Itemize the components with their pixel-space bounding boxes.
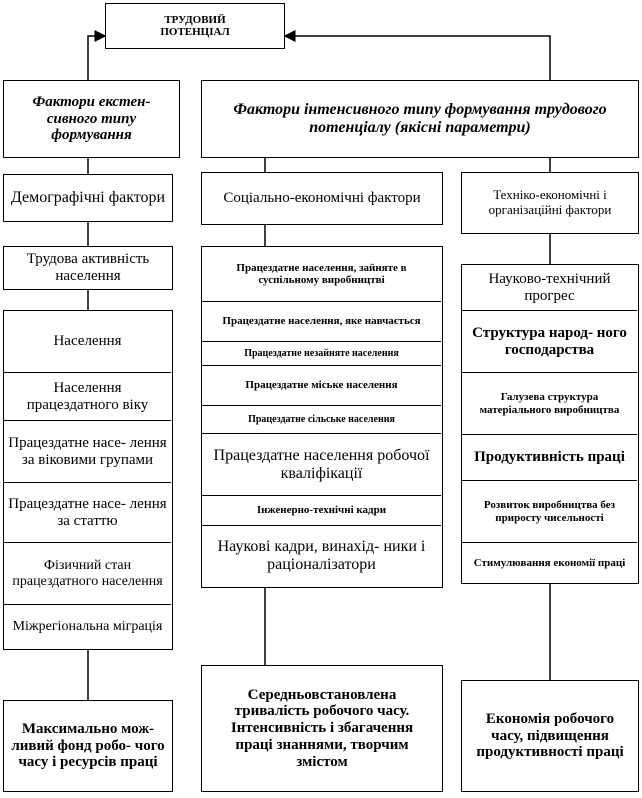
middle-result — [201, 665, 443, 792]
left-title — [3, 174, 173, 222]
top-title: ТРУДОВИЙ ПОТЕНЦІАЛ — [160, 13, 230, 38]
middle-item-label: Працездатне населення, яке навчається — [222, 315, 421, 328]
middle-item-label: Працездатне незайняте населення — [244, 347, 399, 359]
left-result-label: Максимально мож- ливий фонд робо- чого часу і ресурсів праці — [11, 720, 165, 771]
right-item-label: Продуктивність праці — [474, 449, 625, 466]
right-result-label: Економія робочого часу, підвищення продуктивності праці — [476, 710, 624, 761]
left-item-label: Населення — [53, 333, 122, 350]
middle-item-label: Працездатне міське населення — [245, 379, 398, 392]
middle-title-label: Соціально-економічні фактори — [223, 190, 421, 207]
right-items-stack — [461, 264, 639, 584]
left-item — [4, 543, 171, 605]
left-item-label: Працездатне насе- лення за статтю — [8, 495, 167, 529]
middle-item-label: Наукові кадри, винахід- ники і раціоналізатори — [217, 538, 426, 573]
right-item-label: Науково-технічний прогрес — [488, 270, 611, 304]
right-item — [462, 543, 637, 583]
left-item — [4, 605, 171, 649]
middle-item — [202, 247, 441, 302]
right-item-label: Розвиток виробництва без приросту чисельності — [483, 499, 616, 524]
arrow-extensive-to-top — [88, 36, 105, 80]
middle-item — [202, 434, 441, 496]
middle-item — [202, 496, 441, 526]
left-item — [4, 483, 171, 543]
arrow-intensive-to-top — [285, 36, 550, 80]
left-title-label: Демографічні фактори — [10, 189, 166, 207]
middle-item-label: Працездатне населення, зайняте в суспільному виробництві — [236, 261, 407, 286]
left-item-label: Фізичний стан працездатного населення — [12, 557, 163, 589]
right-result — [461, 680, 639, 792]
right-item — [462, 311, 637, 373]
header-intensive-label: Фактори інтенсивного типу формування трудового потенціалу (якісні параметри) — [233, 101, 607, 136]
left-activity — [3, 246, 173, 290]
header-extensive — [3, 80, 180, 158]
left-items-stack — [3, 310, 173, 650]
left-item-label: Міжрегіональна міграція — [12, 619, 163, 635]
left-item-label: Населення працездатного віку — [26, 379, 149, 413]
right-item — [462, 373, 637, 435]
header-extensive-label: Фактори екстен- сивного типу формування — [32, 93, 151, 144]
right-item-label: Галузева структура матеріального виробництва — [479, 391, 620, 416]
middle-items-stack — [201, 246, 443, 588]
middle-item — [202, 342, 441, 366]
right-item-label: Стимулювання економії праці — [473, 556, 626, 569]
middle-item-label: Працездатне населення робочої кваліфікації — [213, 446, 430, 482]
right-title-label: Техніко-економічні і організаційні фактори — [488, 187, 612, 217]
left-item — [4, 311, 171, 373]
left-item-label: Працездатне насе- лення за віковими групами — [8, 434, 167, 468]
right-item-label: Структура народ- ного господарства — [472, 324, 627, 358]
middle-item — [202, 526, 441, 586]
left-result — [3, 700, 173, 792]
middle-result-label: Середньовстановлена тривалість робочого часу. Інтенсивність і збагачення праці знаннями, творчим змістом — [230, 686, 414, 770]
left-item — [4, 421, 171, 483]
middle-item — [202, 366, 441, 406]
right-item — [462, 265, 637, 311]
header-intensive — [201, 80, 639, 158]
middle-item — [202, 302, 441, 342]
middle-item-label: Працездатне сільське населення — [248, 413, 395, 425]
middle-title — [201, 172, 443, 225]
right-item — [462, 481, 637, 543]
right-title — [461, 172, 639, 234]
right-item — [462, 435, 637, 481]
left-activity-label: Трудова активність населення — [26, 251, 150, 284]
top-title-box — [105, 3, 285, 49]
middle-item-label: Інженерно-технічні кадри — [256, 504, 387, 517]
middle-item — [202, 406, 441, 434]
left-item — [4, 373, 171, 421]
